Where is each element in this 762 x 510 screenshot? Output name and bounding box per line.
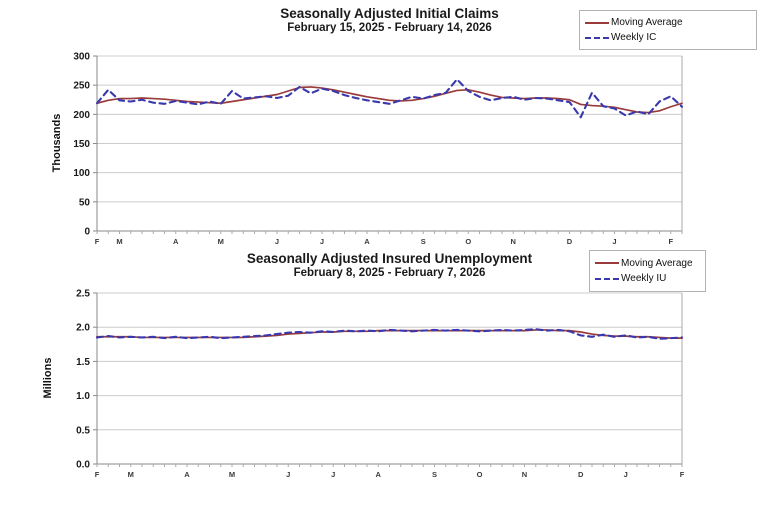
x-tick-label: J: [319, 237, 325, 246]
x-tick-label: M: [127, 470, 134, 479]
insured-unemployment-y-axis-label: Millions: [42, 357, 54, 399]
x-tick-label: F: [94, 470, 100, 479]
y-tick-label: 150: [73, 139, 90, 150]
x-tick-label: A: [375, 470, 381, 479]
x-tick-label: M: [116, 237, 123, 246]
legend-item-weekly-ic: [585, 32, 751, 43]
insured-unemployment-subtitle: February 8, 2025 - February 7, 2026: [293, 267, 486, 279]
x-tick-label: N: [510, 237, 516, 246]
x-tick-label: A: [173, 237, 179, 246]
y-tick-label: 2.5: [76, 288, 90, 300]
x-tick-label: J: [286, 470, 291, 479]
legend-item-weekly-iu: [595, 273, 700, 284]
legend-item-moving-average: [595, 258, 700, 269]
moving-average-line-swatch: [595, 262, 619, 264]
y-tick-label: 100: [73, 168, 90, 180]
x-tick-label: J: [331, 470, 336, 479]
moving-average-line: [97, 87, 682, 113]
insured-unemployment-legend: [589, 250, 706, 292]
weekly-ic-line-swatch: [585, 37, 609, 39]
y-tick-label: 200: [73, 109, 90, 121]
x-tick-label: F: [94, 237, 100, 246]
initial-claims-subtitle: February 15, 2025 - February 14, 2026: [287, 22, 492, 34]
legend-label: Weekly IC: [611, 32, 657, 43]
x-tick-label: O: [465, 237, 472, 246]
x-tick-label: J: [274, 237, 280, 246]
y-tick-label: 0.0: [76, 459, 90, 471]
legend-item-moving-average: [585, 17, 751, 28]
x-tick-label: M: [217, 237, 224, 246]
x-tick-label: A: [184, 470, 190, 479]
y-tick-label: 2.0: [76, 322, 90, 334]
initial-claims-title: Seasonally Adjusted Initial Claims: [280, 6, 499, 21]
legend-label: Weekly IU: [621, 273, 667, 285]
y-tick-label: 1.5: [76, 356, 90, 368]
y-tick-label: 250: [73, 80, 90, 92]
weekly-iu-line-swatch: [595, 278, 619, 280]
insured-unemployment-title: Seasonally Adjusted Insured Unemployment: [246, 251, 533, 266]
x-tick-label: J: [612, 237, 617, 246]
moving-average-line-swatch: [585, 22, 609, 24]
initial-claims-y-axis-label: Thousands: [51, 113, 63, 173]
legend-label: Moving Average: [621, 257, 693, 269]
x-tick-label: F: [679, 470, 685, 479]
y-tick-label: 0.5: [76, 425, 90, 437]
x-tick-label: A: [364, 237, 370, 246]
x-tick-label: D: [578, 470, 584, 479]
y-tick-label: 0: [84, 226, 90, 238]
y-tick-label: 1.0: [76, 391, 90, 403]
x-tick-label: S: [431, 470, 438, 479]
y-tick-label: 50: [78, 197, 90, 209]
x-tick-label: D: [566, 237, 573, 246]
x-tick-label: O: [476, 470, 483, 479]
initial-claims-legend: [579, 10, 757, 50]
x-tick-label: M: [228, 470, 236, 479]
legend-label: Moving Average: [611, 17, 683, 28]
y-tick-label: 300: [73, 51, 90, 63]
x-tick-label: N: [521, 470, 528, 479]
x-tick-label: S: [420, 237, 426, 246]
x-tick-label: F: [668, 237, 674, 246]
x-tick-label: J: [623, 470, 628, 479]
